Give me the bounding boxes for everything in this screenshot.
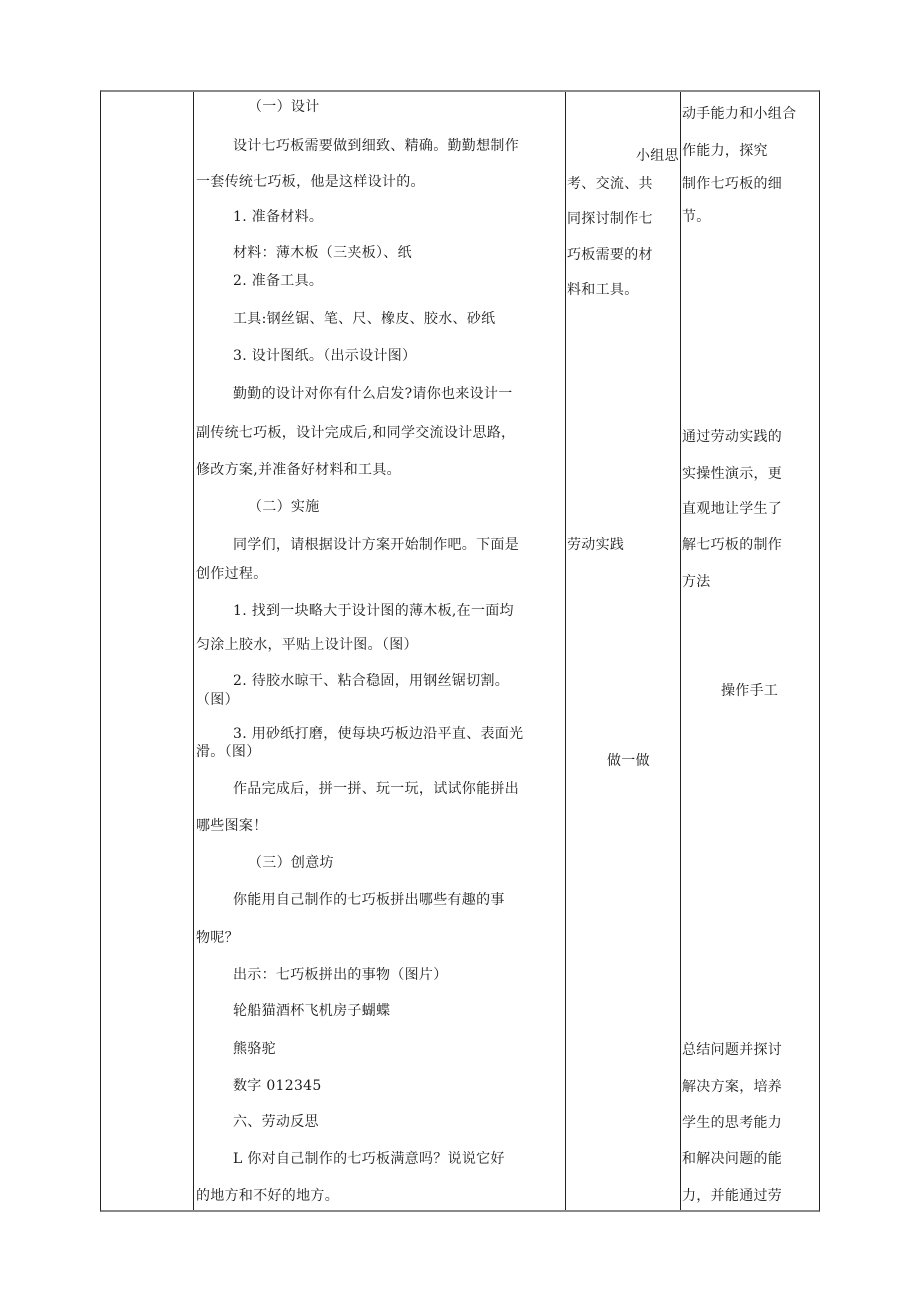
text-line: 出示：七巧板拼出的事物（图片） [233,967,448,983]
column-divider-2 [565,92,566,1210]
text-line: 副传统七巧板，设计完成后,和同学交流设计思路， [196,425,516,441]
text-line: 数字 012345 [233,1078,322,1094]
text-line: 方法 [682,574,711,590]
text-line: 勤勤的设计对你有什么启发?请你也来设计一 [233,386,513,402]
text-line: 2. 待胶水晾干、粘合稳固，用钢丝锯切割。 [233,673,510,689]
text-line: 1. 找到一块略大于设计图的薄木板,在一面均 [233,603,514,619]
text-line: L 你对自己制作的七巧板满意吗？说说它好 [233,1151,505,1167]
text-line: 通过劳动实践的 [682,429,783,445]
text-line: 2. 准备工具。 [233,273,324,289]
text-line: 轮船猫酒杯飞机房子蝴蝶 [233,1003,391,1019]
text-line: 作品完成后，拼一拼、玩一玩，试试你能拼出 [233,781,519,797]
text-line: 力，并能通过劳 [682,1188,783,1204]
text-line: 1. 准备材料。 [233,209,324,225]
text-line: 考、交流、共 [567,176,653,192]
text-line: 滑。（图） [196,744,261,760]
text-line: 同学们，请根据设计方案开始制作吧。下面是 [233,537,519,553]
text-line: 同探讨制作七 [567,211,653,227]
text-line: 节。 [682,209,711,225]
text-line: 小组思 [636,148,679,164]
text-line: 六、劳动反思 [233,1114,319,1130]
text-line: 物呢？ [196,930,239,946]
text-line: 劳动实践 [567,537,625,553]
text-line: 作能力，探究 [682,143,768,159]
text-line: 巧板需要的材 [567,247,653,263]
text-line: 创作过程。 [196,566,268,582]
text-line: 3. 设计图纸。（出示设计图） [233,348,417,364]
text-line: 和解决问题的能 [682,1151,783,1167]
text-line: 熊骆驼 [233,1041,276,1057]
text-line: 你能用自己制作的七巧板拼出哪些有趣的事 [233,892,505,908]
text-line: 哪些图案！ [196,818,268,834]
text-line: 总结问题并探讨 [682,1042,783,1058]
text-line: 做一做 [607,753,650,769]
text-line: 操作手工 [721,683,779,699]
text-line: 制作七巧板的细 [682,176,783,192]
text-line: 解决方案，培养 [682,1079,783,1095]
text-line: 工具:钢丝锯、笔、尺、橡皮、胶水、砂纸 [233,311,496,327]
text-line: （三）创意坊 [248,855,334,871]
text-line: 解七巧板的制作 [682,537,783,553]
text-line: 一套传统七巧板，他是这样设计的。 [196,174,425,190]
text-line: 动手能力和小组合 [682,106,797,122]
text-line: 材料：薄木板（三夹板）、纸 [233,245,412,261]
text-line: 的地方和不好的地方。 [196,1188,339,1204]
text-line: 学生的思考能力 [682,1115,783,1131]
text-line: 直观地让学生了 [682,501,783,517]
text-line: （二）实施 [248,499,320,515]
text-line: 3. 用砂纸打磨，使每块巧板边沿平直、表面光 [233,726,524,742]
text-line: 实操性演示，更 [682,466,783,482]
text-line: 修改方案,并准备好材料和工具。 [196,462,401,478]
text-line: 匀涂上胶水，平贴上设计图。（图） [196,637,418,653]
column-divider-3 [680,92,681,1210]
text-line: 设计七巧板需要做到细致、精确。勤勤想制作 [233,138,519,154]
text-line: 料和工具。 [567,282,639,298]
column-divider-1 [193,92,194,1210]
text-line: （图） [196,692,239,708]
text-line: （一）设计 [248,99,320,115]
